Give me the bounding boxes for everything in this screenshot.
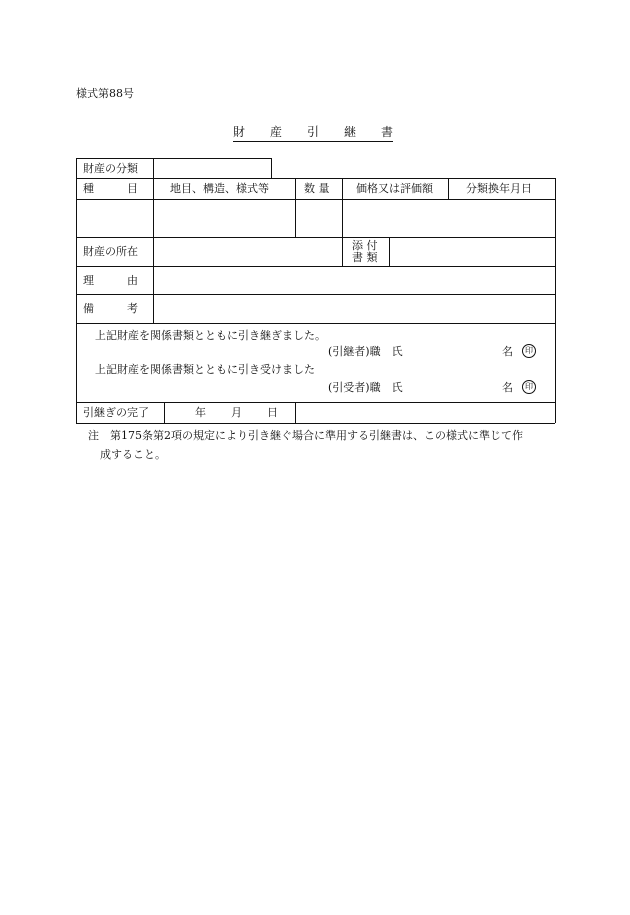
table-line bbox=[271, 158, 272, 178]
note-line-1: 注 第175条第2項の規定により引き継ぐ場合に準用する引継書は、この様式に準じて作 bbox=[88, 429, 523, 442]
table-line bbox=[76, 294, 555, 295]
table-line bbox=[76, 323, 555, 324]
seal-icon: 印 bbox=[522, 344, 536, 358]
form-number: 様式第88号 bbox=[76, 87, 134, 100]
table-line bbox=[389, 237, 390, 266]
label-class-change-date: 分類換年月日 bbox=[466, 182, 532, 195]
statement-receive: 上記財産を関係書類とともに引き受けました bbox=[95, 363, 315, 376]
date-month: 月 bbox=[231, 406, 242, 419]
label-location-desc: 地目、構造、様式等 bbox=[170, 182, 269, 195]
title-char: 財 bbox=[233, 125, 246, 139]
label-attached-docs bbox=[352, 240, 378, 263]
attached-line1: 添 付 bbox=[352, 239, 378, 252]
label-price: 価格又は評価額 bbox=[356, 182, 433, 195]
title-char: 引 bbox=[306, 125, 319, 139]
table-line bbox=[76, 266, 555, 267]
table-line bbox=[76, 402, 555, 403]
label-completion: 引継ぎの完了 bbox=[83, 406, 149, 419]
table-line bbox=[153, 158, 154, 323]
name-label: 名 bbox=[502, 345, 513, 358]
name-label: 名 bbox=[502, 381, 513, 394]
date-year: 年 bbox=[195, 406, 206, 419]
label-item-type: 種 目 bbox=[83, 182, 138, 195]
table-line bbox=[76, 158, 77, 423]
table-line bbox=[448, 178, 449, 199]
title-char: 産 bbox=[269, 125, 282, 139]
table-line bbox=[76, 178, 555, 179]
table-line bbox=[555, 178, 556, 423]
seal-icon: 印 bbox=[522, 380, 536, 394]
attached-line2: 書 類 bbox=[352, 250, 378, 264]
transferor-label: (引継者)職 氏 bbox=[328, 345, 403, 358]
table-line bbox=[342, 178, 343, 266]
receiver-label: (引受者)職 氏 bbox=[328, 381, 403, 394]
title-char: 書 bbox=[380, 125, 393, 139]
label-location: 財産の所在 bbox=[83, 245, 138, 258]
statement-transfer: 上記財産を関係書類とともに引き継ぎました。 bbox=[95, 329, 326, 342]
date-day: 日 bbox=[267, 406, 278, 419]
table-line bbox=[76, 158, 271, 159]
table-line bbox=[295, 402, 296, 423]
label-quantity: 数 量 bbox=[304, 182, 330, 195]
table-line bbox=[164, 402, 165, 423]
document-title bbox=[233, 123, 393, 142]
table-line bbox=[76, 199, 555, 200]
table-line bbox=[295, 178, 296, 237]
table-line bbox=[76, 237, 555, 238]
label-reason: 理 由 bbox=[83, 274, 138, 287]
table-line bbox=[76, 423, 555, 424]
label-property-class: 財産の分類 bbox=[83, 162, 138, 175]
title-char: 継 bbox=[343, 125, 356, 139]
note-line-2: 成すること。 bbox=[100, 448, 166, 461]
label-remarks: 備 考 bbox=[83, 302, 138, 315]
